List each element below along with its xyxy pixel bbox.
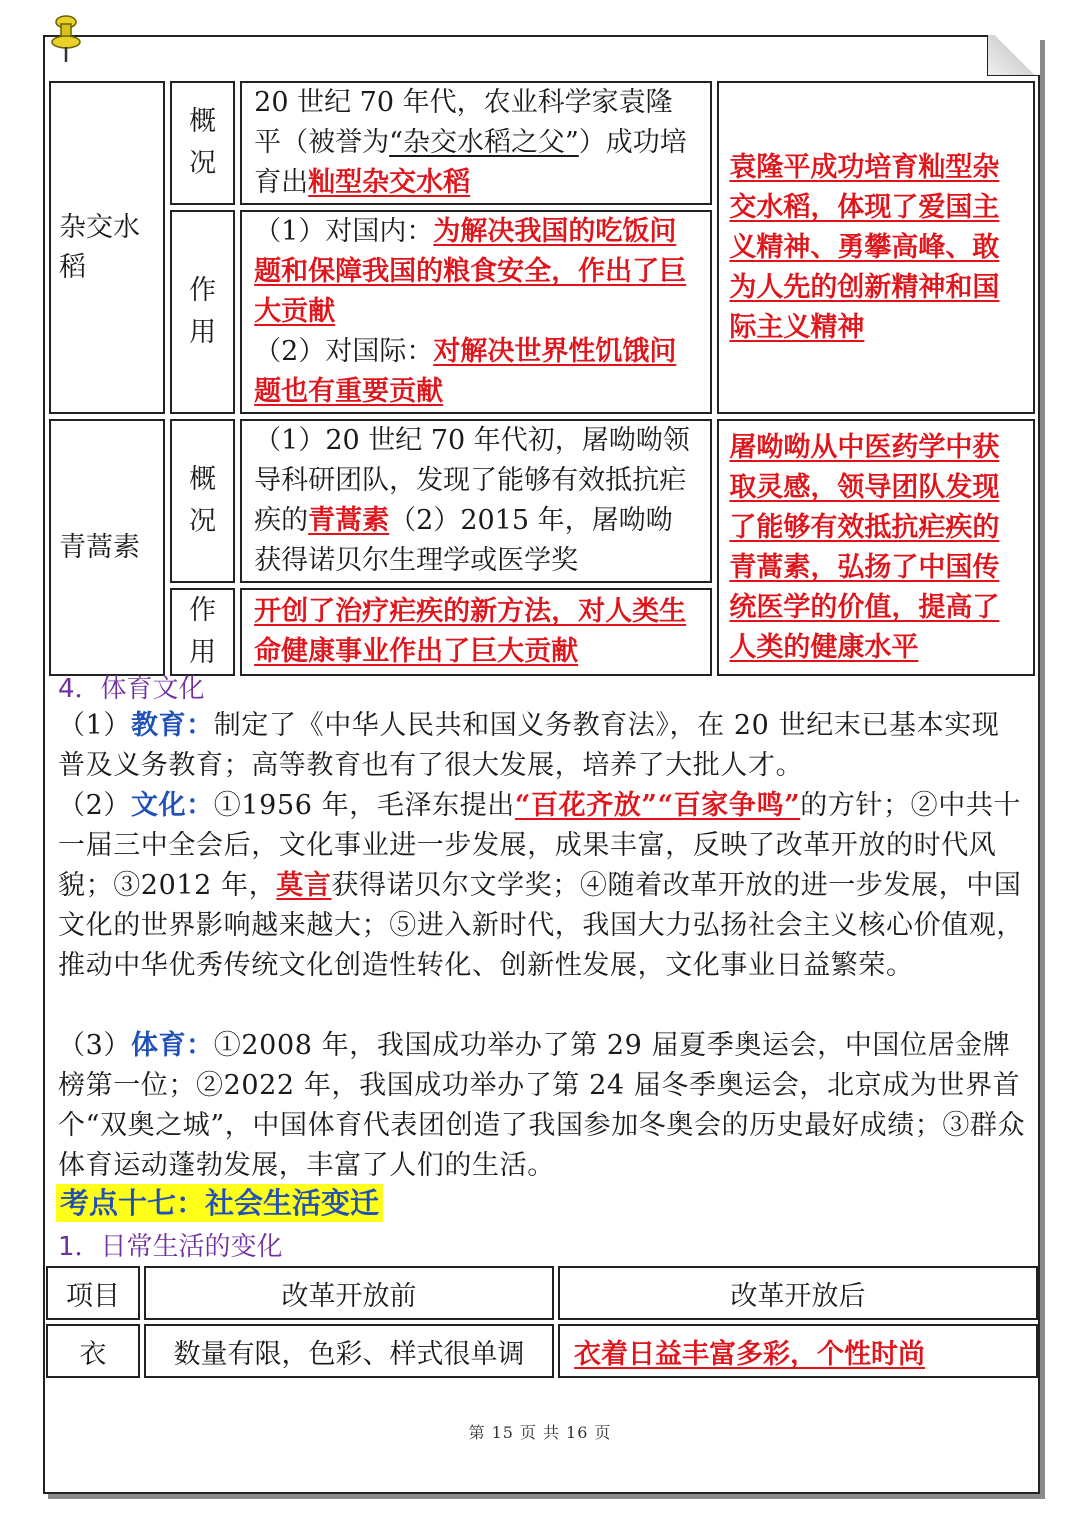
- daily-life-table: [42, 1262, 1042, 1382]
- label-overview: 概况: [170, 419, 235, 583]
- page-footer: 第 15 页 共 16 页: [468, 1423, 612, 1442]
- cell-after: 衣着日益丰富多彩，个性时尚: [558, 1324, 1038, 1378]
- table-header-row: [46, 1266, 1038, 1320]
- topic-artemisinin: 青蒿素: [49, 419, 165, 676]
- paragraph-education: （1）教育：制定了《中华人民共和国义务教育法》，在 20 世纪末已基本实现普及义务教育；高等教育也有了很大发展，培养了大批人才。: [58, 710, 1000, 781]
- paragraph-culture: （2）文化：①1956 年，毛泽东提出“百花齐放”“百家争鸣”的方针；②中共十一届三中全会后，文化事业进一步发展，成果丰富，反映了改革开放的时代风貌；③2012 年，莫言获得诺贝尔文学奖；④随着改革开放的进一步发展，中国文化的世界影响越来越大；⑤进入新时代，我国大力弘扬社会主义核心价值观，推动中华优秀传统文化创造性转化、创新性发展，文化事业日益繁荣。: [58, 790, 1024, 981]
- header-item: 项目: [46, 1266, 140, 1320]
- topic-rice: 杂交水稻: [49, 81, 165, 414]
- rice-effect: （1）对国内：为解决我国的吃饭问题和保障我国的粮食安全，作出了巨大贡献 （2）对国际：对解决世界性饥饿问题也有重要贡献: [240, 210, 712, 414]
- paragraph-sports: （3）体育：①2008 年，我国成功举办了第 29 届夏季奥运会，中国位居金牌榜第一位；②2022 年，我国成功举办了第 24 届冬季奥运会，北京成为世界首个“双奥之城”，中国体育代表团创造了我国参加冬奥会的历史最好成绩；③群众体育运动蓬勃发展，丰富了人们的生活。: [58, 1030, 1026, 1181]
- label-overview: 概况: [170, 81, 235, 205]
- artemisinin-summary: 屠呦呦从中医药学中获取灵感，领导团队发现了能够有效抵抗疟疾的青蒿素，弘扬了中国传统医学的价值，提高了人类的健康水平: [717, 419, 1035, 676]
- artemisinin-effect: 开创了治疗疟疾的新方法，对人类生命健康事业作出了巨大贡献: [240, 588, 712, 676]
- header-before: 改革开放前: [144, 1266, 554, 1320]
- table-row: [46, 1324, 1038, 1378]
- pushpin-icon: [48, 12, 84, 64]
- header-after: 改革开放后: [558, 1266, 1038, 1320]
- cell-item: 衣: [46, 1324, 140, 1378]
- table-row: [49, 419, 1035, 583]
- section-heading-sports-culture: 4．体育文化: [58, 674, 205, 704]
- table-row: [49, 81, 1035, 205]
- rice-summary: 袁隆平成功培育籼型杂交水稻，体现了爱国主义精神、勇攀高峰、敢为人先的创新精神和国际主义精神: [717, 81, 1035, 414]
- science-achievements-table: [44, 76, 1040, 681]
- label-effect: 作用: [170, 210, 235, 414]
- cell-before: 数量有限，色彩、样式很单调: [144, 1324, 554, 1378]
- exam-point-title: 考点十七：社会生活变迁: [56, 1184, 383, 1222]
- label-effect: 作用: [170, 588, 235, 676]
- rice-overview: 20 世纪 70 年代，农业科学家袁隆平（被誉为“杂交水稻之父”）成功培育出籼型杂交水稻: [240, 81, 712, 205]
- section-heading-daily-life: 1．日常生活的变化: [58, 1232, 283, 1262]
- artemisinin-overview: （1）20 世纪 70 年代初，屠呦呦领导科研团队，发现了能够有效抵抗疟疾的青蒿素（2）2015 年，屠呦呦获得诺贝尔生理学或医学奖: [240, 419, 712, 583]
- page-curl-corner: [987, 35, 1040, 76]
